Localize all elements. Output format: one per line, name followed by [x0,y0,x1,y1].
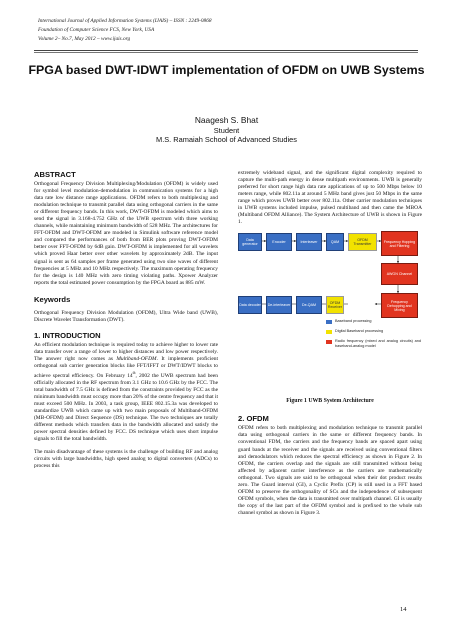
abstract-text: Orthogonal Frequency Division Multiplexing/Modulation (OFDM) is widely used for symbol level modulation-demodulation in communication systems for a high data rate low distance range applications. OFDM refers to both multiplexing and modulation technique to transmit parallel data using orthogonal carriers in the same or different frequency bands. In this work, DWT-OFDM is modeled which aims to send the signal in 3.168-4.752 GHz of the UWB spectrum with three working channels, while maintaining minimum bandwidth of 528 MHz. The architectures for FFT-OFDM and DWT-OFDM are modeled in Simulink software reference model and compared the performances of both from BER plots proving DWT-OFDM better over FFT-OFDM by 6dB gain. DWT-OFDM is implemented for all wavelets which proved Haar better over other wavelets by approximately 2dB. The input signal is sent as 64 samples per frame generated using two sine waves of different frequencies at 5 MHz and 10 MHz respectively. The maximum operating frequency for the design is 140 MHz with zero timing violating paths. Xpower Analyzer reports the total estimated power consumption by the FPGA board as 885 mW. [34,181,218,286]
de-qam-box: De-QAM [296,296,322,314]
journal-header [38,17,368,44]
legend-swatch-blue [326,320,332,324]
intro-heading: 1. INTRODUCTION [34,330,101,340]
ofdm-receiver-box: OFDM Receiver [326,296,344,314]
author-affiliation: M.S. Ramaiah School of Advanced Studies [156,135,297,144]
intro-text-c: , 2002 the UWB spectrum had been officially allocated in the RF spectrum from 3.1 GHz to 10.6 GHz by the FCC. The total bandwidth of 7.5 GHz is defined from the constraints provided by FCC as the minimum bandwidth must occupy more than 20% of the centre frequency and that it must exceed 500 MHz. In 2003, a task group, IEEE 802.15.3a was developed to standardize UWB which came up with two main proposals of Multiband-OFDM (MB-OFDM) and Direct Sequence (DS) technique. The two techniques are totally different methods which transfers data in the bandwidth allocated and satisfy the power spectral densities defined by FCC. DS technique which uses short impulse signals to fill the total bandwidth. [34,372,218,443]
legend-radio-frequency: Radio frequency (mixed and analog circuits) and baseband-analog model [335,339,421,349]
journal-publisher: Foundation of Computer Science FCS, New York, USA [38,27,155,33]
frequency-hopping-box: Frequency Hopping and Filtering [381,231,418,256]
author-block [20,116,433,145]
qam-box: QAM [326,233,344,251]
legend-digital-baseband: Digital Baseband processing [335,329,384,334]
encoder-box: Encoder [266,233,292,251]
intro-paragraph-1 [34,342,218,443]
interleaver-box: Interleaver [296,233,322,251]
intro-superscript: th [132,370,136,375]
right-column [238,170,422,523]
keywords-heading: Keywords [34,294,71,304]
journal-volume: Volume 2– No.7, May 2012 – www.ijais.org [38,36,131,42]
ofdm-text: OFDM refers to both multiplexing and modulation technique to transmit parallel data using orthogonal carriers in the same or different frequency bands. In conventional FDM, the carriers and the frequency bands are spaced apart using guard bands at the receiver and the signals are received using conventional filters and demodulators which reduces the spectral efficiency as shown in Figure 2. In OFDM, the carriers overlap and the signals are still transmitted without being affected by adjacent carrier interference as the carriers are mathematically orthogonal. Two signals are said to be orthogonal when their dot product results zero. The Guard interval (GI), a Cyclic Prefix (CP) is still used in a FFT based OFDM to preserve the orthogonality of SCs and the independence of subsequent OFDM symbols, when the data is transmitted over multipath channel. GI is usually the copy of the last part of the OFDM symbol and is prefixed to the whole sub channel symbol as shown in Figure 3. [238,425,422,516]
ofdm-transmitter-box: OFDM Transmitter [348,233,377,251]
intro-text-a: An efficient modulation technique is required today to achieve higher to lower rate data transfer over a range of lower to higher distances and low power respectively. The answer right now comes as [34,341,218,362]
figure-caption: Figure 1 UWB System Architecture [286,398,374,405]
left-column [34,170,218,476]
intro-continued: extremely wideband signal, and the significant digital complexity required to capture the multi-path energy in dense multipath environments. UWB is generally preferred for short range high data rate applications of up to 500 Mbps below 10 meters range, while 802.11a at around 5 MHz band gives just 50 Mbps in the same range which proves UWB better over 802.11a. Other carrier modulation techniques in UWB systems included impulse, pulsed multiband and then came the MBOA (Multiband OFDM Alliance). The System Architecture of UWB is shown in Figure 1. [238,170,422,226]
frequency-dehopping-box: Frequency Dehopping and Mixing [381,293,418,318]
intro-paragraph-2: The main disadvantage of these systems is the challenge of building RF and analog circuits with large bandwidths, high speed analog to digital converters (ADCs) to process this [34,449,218,470]
abstract-heading: ABSTRACT [34,170,76,179]
deinterleaver-box: De-interleaver [266,296,292,314]
journal-name: International Journal of Applied Information Systems (IJAIS) – ISSN : 2249-0868 [38,18,212,24]
figure-uwb-architecture [238,232,422,410]
page-number: 14 [400,606,407,613]
intro-text-b: . It implements proficient orthogonal sub carrier generation blocks like FFT/IFFT or DWT/IDWT blocks to achieve spectral efficiency. On February 14 [34,355,218,379]
ofdm-heading: 2. OFDM [238,414,269,424]
data-generator-box: Data generator [238,233,262,251]
header-rule-thin [34,52,418,53]
intro-emphasis: Multiband-OFDM [116,355,157,362]
awgn-channel-box: AWGN Channel [381,263,418,285]
data-decoder-box: Data decoder [238,296,262,314]
legend-swatch-yellow [326,330,332,334]
legend-baseband: Baseband processing [335,319,372,324]
paper-title: FPGA based DWT-IDWT implementation of OFDM on UWB Systems [28,63,425,77]
author-role: Student [213,125,240,135]
header-rule [34,50,418,51]
legend-swatch-red [326,340,332,344]
author-name: Naagesh S. Bhat [194,115,259,125]
keywords-text: Orthogonal Frequency Division Modulation (OFDM), Ultra Wide band (UWB), Discrete Wavelet Transformation (DWT). [34,309,218,323]
